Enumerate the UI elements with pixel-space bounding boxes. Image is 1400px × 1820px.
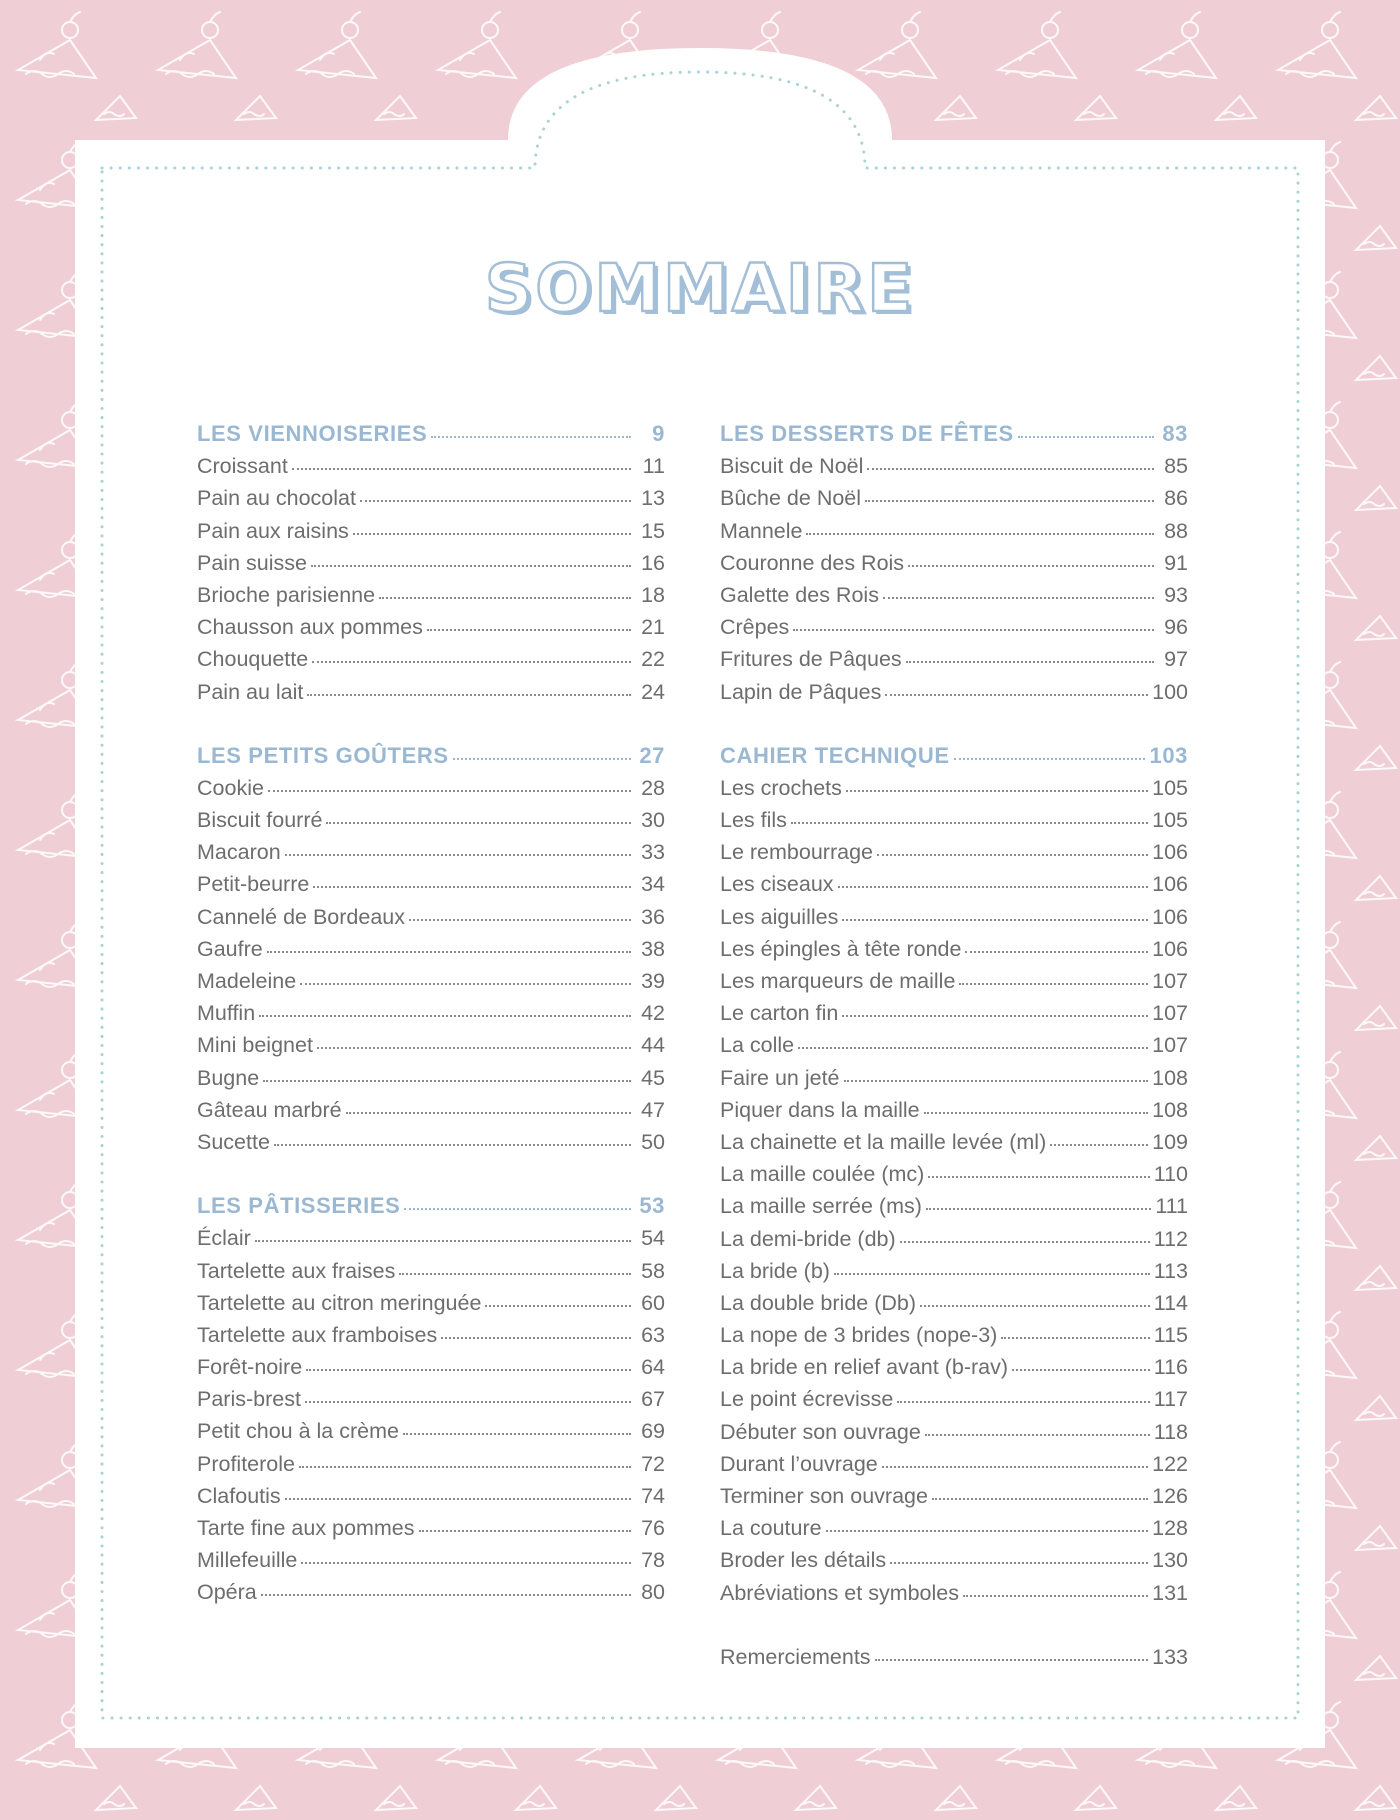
toc-entry[interactable] [197, 450, 665, 482]
entry-title: Remerciements [720, 1644, 871, 1669]
section-gap [720, 1609, 1188, 1641]
toc-entry[interactable] [720, 1158, 1188, 1190]
entry-title: Petit-beurre [197, 872, 310, 897]
entry-title: Macaron [197, 840, 281, 865]
entry-title: Débuter son ouvrage [720, 1419, 921, 1444]
toc-entry[interactable] [720, 1062, 1188, 1094]
dot-leader [793, 628, 1154, 631]
entry-title: Abréviations et symboles [720, 1580, 959, 1605]
section-gap [197, 1158, 665, 1190]
page-number: 110 [1153, 1162, 1188, 1187]
entry-title: Millefeuille [197, 1548, 298, 1573]
entry-title: La demi-bride (db) [720, 1226, 896, 1251]
dot-leader [926, 1207, 1151, 1210]
dot-leader [842, 1014, 1148, 1017]
page-number: 116 [1153, 1355, 1188, 1380]
section-gap [720, 708, 1188, 740]
entry-title: Chouquette [197, 647, 309, 672]
page-number: 53 [639, 1193, 665, 1219]
page-number: 106 [1152, 872, 1188, 897]
entry-title: Le point écrevisse [720, 1387, 894, 1412]
toc-entry[interactable] [197, 933, 665, 965]
page-number: 69 [641, 1419, 665, 1444]
toc-entry[interactable] [720, 965, 1188, 997]
page-title: SOMMAIRE [484, 250, 916, 327]
dot-leader [305, 1400, 631, 1403]
page-number: 63 [641, 1322, 665, 1347]
entry-title: Petit chou à la crème [197, 1419, 399, 1444]
dot-leader [326, 821, 631, 824]
dot-leader [300, 982, 631, 985]
section-title: LES PÂTISSERIES [197, 1193, 401, 1219]
page-number: 27 [639, 742, 665, 768]
page-number: 109 [1152, 1129, 1188, 1154]
toc-entry[interactable] [720, 772, 1188, 804]
page-number: 107 [1152, 1033, 1188, 1058]
page-number: 108 [1152, 1065, 1188, 1090]
entry-title: La colle [720, 1033, 795, 1058]
page-number: 108 [1152, 1097, 1188, 1122]
page-number: 34 [641, 872, 665, 897]
dot-leader [285, 1497, 631, 1500]
page-number: 126 [1152, 1484, 1188, 1508]
toc-entry[interactable] [197, 676, 665, 708]
dot-leader [274, 1143, 631, 1146]
toc-entry[interactable] [720, 1383, 1188, 1415]
dot-leader [882, 1465, 1148, 1468]
toc-entry[interactable] [197, 836, 665, 868]
toc-entry[interactable] [720, 1094, 1188, 1126]
page-number: 72 [641, 1451, 665, 1476]
toc-entry[interactable] [197, 1255, 665, 1287]
entry-title: Les fils [720, 808, 787, 833]
page-number: 86 [1164, 486, 1188, 511]
entry-title: Piquer dans la maille [720, 1097, 920, 1122]
entry-title: Brioche parisienne [197, 582, 376, 607]
toc-entry[interactable] [720, 1448, 1188, 1480]
dot-leader [925, 1433, 1150, 1436]
page-number: 113 [1153, 1258, 1188, 1283]
dot-leader [404, 1207, 631, 1210]
page-number: 36 [641, 904, 665, 929]
dot-leader [806, 532, 1154, 535]
dot-leader [890, 1561, 1148, 1564]
page-number: 106 [1152, 904, 1188, 929]
entry-title: La double bride (Db) [720, 1290, 917, 1315]
page-number: 42 [641, 1001, 665, 1026]
dot-leader [965, 950, 1148, 953]
page-number: 60 [641, 1290, 665, 1315]
page-number: 107 [1152, 1001, 1188, 1026]
dot-leader [441, 1336, 631, 1339]
dot-leader [312, 660, 631, 663]
entry-title: Tartelette aux framboises [197, 1322, 438, 1347]
entry-title: Les marqueurs de maille [720, 969, 956, 993]
entry-title: Bugne [197, 1065, 260, 1090]
dot-leader [1018, 435, 1154, 438]
page-number: 96 [1164, 615, 1188, 640]
toc-section-heading[interactable] [197, 1190, 665, 1222]
entry-title: La couture [720, 1516, 822, 1541]
entry-title: Couronne des Rois [720, 550, 905, 575]
dot-leader [883, 596, 1154, 599]
page-number: 21 [641, 615, 665, 640]
entry-title: La chainette et la maille levée (ml) [720, 1129, 1047, 1154]
entry-title: Mannele [720, 518, 803, 543]
entry-title: Broder les détails [720, 1548, 887, 1573]
dot-leader [311, 564, 631, 567]
entry-title: Faire un jeté [720, 1065, 840, 1090]
entry-title: Crêpes [720, 615, 790, 640]
section-title: LES DESSERTS DE FÊTES [720, 421, 1014, 446]
entry-title: La maille coulée (mc) [720, 1162, 925, 1187]
page-number: 93 [1164, 582, 1188, 607]
dot-leader [353, 532, 631, 535]
toc-left-column [197, 418, 665, 1609]
dot-leader [299, 1465, 631, 1468]
dot-leader [897, 1400, 1149, 1403]
entry-title: Terminer son ouvrage [720, 1484, 928, 1508]
toc-entry[interactable] [197, 482, 665, 514]
dot-leader [306, 1368, 631, 1371]
page-number: 76 [641, 1516, 665, 1540]
entry-title: Les crochets [720, 775, 842, 800]
toc-entry[interactable] [197, 965, 665, 997]
dot-leader [419, 1529, 632, 1532]
dot-leader [838, 885, 1149, 888]
page-number: 91 [1164, 550, 1188, 575]
dot-leader [317, 1046, 631, 1049]
page-number: 33 [641, 840, 665, 865]
dot-leader [865, 499, 1154, 502]
dot-leader [261, 1593, 631, 1596]
toc-entry[interactable] [197, 901, 665, 933]
page-number: 106 [1152, 840, 1188, 865]
page-number: 133 [1152, 1644, 1188, 1669]
dot-leader [928, 1175, 1149, 1178]
page-number: 50 [641, 1129, 665, 1154]
toc-entry[interactable] [197, 1222, 665, 1254]
dot-leader [1001, 1336, 1149, 1339]
entry-title: Gaufre [197, 936, 263, 961]
page-number: 130 [1152, 1548, 1188, 1573]
page-number: 107 [1152, 969, 1188, 993]
page-number: 100 [1152, 679, 1188, 704]
toc-entry[interactable] [720, 997, 1188, 1029]
entry-title: Biscuit fourré [197, 808, 323, 833]
page-number: 105 [1152, 808, 1188, 833]
page-number: 74 [641, 1483, 665, 1508]
page-number: 103 [1149, 742, 1188, 768]
dot-leader [963, 1594, 1148, 1597]
entry-title: Muffin [197, 1001, 256, 1026]
toc-section-heading[interactable] [197, 740, 665, 772]
entry-title: Paris-brest [197, 1387, 301, 1412]
section-gap [197, 708, 665, 740]
page-number: 38 [641, 936, 665, 961]
dot-leader [1050, 1143, 1148, 1146]
section-title: CAHIER TECHNIQUE [720, 742, 950, 768]
toc-entry[interactable] [720, 515, 1188, 547]
page-number: 97 [1164, 647, 1188, 672]
dot-leader [1012, 1368, 1150, 1371]
entry-title: Tarte fine aux pommes [197, 1516, 415, 1540]
entry-title: Biscuit de Noël [720, 454, 864, 479]
toc-entry[interactable] [197, 1383, 665, 1415]
dot-leader [959, 982, 1148, 985]
entry-title: Gâteau marbré [197, 1097, 342, 1122]
page-number: 18 [641, 582, 665, 607]
dot-leader [844, 1079, 1149, 1082]
entry-title: Éclair [197, 1226, 251, 1251]
entry-title: Tartelette au citron meringuée [197, 1290, 482, 1315]
toc-entry[interactable] [197, 611, 665, 643]
toc-entry[interactable] [720, 1126, 1188, 1158]
page-number: 114 [1153, 1290, 1188, 1315]
entry-title: La maille serrée (ms) [720, 1194, 922, 1219]
toc-entry[interactable] [720, 933, 1188, 965]
entry-title: Pain au lait [197, 679, 304, 704]
dot-leader [846, 789, 1148, 792]
toc-entry[interactable] [197, 1576, 665, 1608]
page-number: 115 [1153, 1323, 1188, 1348]
page-number: 112 [1153, 1226, 1188, 1251]
entry-title: Chausson aux pommes [197, 615, 423, 640]
page-number: 117 [1153, 1387, 1188, 1412]
dot-leader [379, 596, 631, 599]
page-number: 16 [641, 550, 665, 575]
toc-entry[interactable] [197, 1126, 665, 1158]
entry-title: La bride en relief avant (b-rav) [720, 1355, 1009, 1380]
page-number: 64 [641, 1355, 665, 1380]
dot-leader [885, 693, 1148, 696]
entry-title: Madeleine [197, 969, 297, 993]
dot-leader [932, 1497, 1148, 1500]
dot-leader [920, 1304, 1150, 1307]
page-number: 88 [1164, 518, 1188, 543]
dot-leader [259, 1014, 631, 1017]
toc-entry[interactable] [720, 1416, 1188, 1448]
toc-entry[interactable] [197, 1480, 665, 1512]
toc-entry[interactable] [720, 579, 1188, 611]
toc-entry[interactable] [720, 1287, 1188, 1319]
entry-title: Profiterole [197, 1451, 295, 1476]
entry-title: Sucette [197, 1129, 270, 1154]
entry-title: Cannelé de Bordeaux [197, 904, 405, 929]
toc-entry[interactable] [197, 997, 665, 1029]
toc-entry[interactable] [720, 547, 1188, 579]
toc-entry[interactable] [720, 1190, 1188, 1222]
dot-leader [403, 1432, 631, 1435]
entry-title: Bûche de Noël [720, 486, 862, 511]
dot-leader [427, 628, 631, 631]
toc-entry[interactable] [197, 1448, 665, 1480]
toc-entry[interactable] [720, 643, 1188, 675]
dot-leader [900, 1240, 1150, 1243]
toc-entry[interactable] [720, 836, 1188, 868]
entry-title: Mini beignet [197, 1033, 313, 1058]
page-number: 22 [641, 647, 665, 672]
page-number: 47 [641, 1097, 665, 1122]
toc-entry[interactable] [720, 1577, 1188, 1609]
toc-entry[interactable] [197, 804, 665, 836]
toc-entry[interactable] [720, 1641, 1188, 1673]
dot-leader [834, 1272, 1150, 1275]
toc-entry[interactable] [720, 611, 1188, 643]
toc-right-column [720, 418, 1188, 1673]
page-number: 105 [1152, 775, 1188, 800]
page-number: 24 [641, 679, 665, 704]
entry-title: Tartelette aux fraises [197, 1258, 396, 1283]
dot-leader [292, 467, 631, 470]
toc-entry[interactable] [197, 1062, 665, 1094]
dot-leader [255, 1239, 631, 1242]
page-number: 15 [641, 518, 665, 543]
dot-leader [409, 918, 631, 921]
dot-leader [842, 918, 1148, 921]
entry-title: Pain au chocolat [197, 486, 356, 511]
dot-leader [307, 693, 631, 696]
entry-title: Cookie [197, 775, 264, 800]
toc-entry[interactable] [720, 1255, 1188, 1287]
toc-entry[interactable] [197, 547, 665, 579]
toc-entry[interactable] [720, 1351, 1188, 1383]
toc-entry[interactable] [197, 1351, 665, 1383]
dot-leader [399, 1272, 631, 1275]
dot-leader [285, 853, 631, 856]
entry-title: Pain aux raisins [197, 518, 349, 543]
page-number: 9 [652, 421, 665, 446]
dot-leader [826, 1529, 1149, 1532]
dot-leader [268, 789, 631, 792]
page-number: 45 [641, 1065, 665, 1090]
dot-leader [313, 885, 631, 888]
entry-title: Le rembourrage [720, 840, 873, 865]
toc-entry[interactable] [197, 1415, 665, 1447]
page-number: 30 [641, 808, 665, 833]
toc-entry[interactable] [197, 1512, 665, 1544]
dot-leader [924, 1111, 1149, 1114]
toc-section-heading[interactable] [720, 418, 1188, 450]
section-title: LES VIENNOISERIES [197, 421, 428, 446]
toc-entry[interactable] [720, 1480, 1188, 1512]
dot-leader [875, 1658, 1149, 1661]
page-number: 39 [641, 969, 665, 993]
dot-leader [798, 1046, 1148, 1049]
dot-leader [360, 499, 631, 502]
toc-entry[interactable] [720, 1512, 1188, 1544]
entry-title: Les épingles à tête ronde [720, 936, 962, 961]
toc-entry[interactable] [720, 482, 1188, 514]
dot-leader [453, 757, 631, 760]
dot-leader [877, 853, 1148, 856]
entry-title: Durant l’ouvrage [720, 1451, 878, 1476]
entry-title: Les ciseaux [720, 872, 834, 897]
toc-entry[interactable] [720, 676, 1188, 708]
dot-leader [263, 1079, 631, 1082]
page-number: 78 [641, 1548, 665, 1573]
toc-entry[interactable] [197, 1544, 665, 1576]
toc-entry[interactable] [197, 579, 665, 611]
entry-title: Opéra [197, 1580, 257, 1605]
entry-title: Le carton fin [720, 1001, 839, 1026]
toc-section-heading[interactable] [720, 740, 1188, 772]
page-number: 128 [1152, 1516, 1188, 1541]
toc-entry[interactable] [720, 901, 1188, 933]
toc-section-heading[interactable] [197, 418, 665, 450]
entry-title: Les aiguilles [720, 904, 839, 929]
dot-leader [267, 950, 631, 953]
entry-title: Clafoutis [197, 1483, 281, 1508]
page-number: 28 [641, 775, 665, 800]
page-number: 11 [642, 454, 665, 479]
page-number: 122 [1152, 1451, 1188, 1476]
toc-entry[interactable] [197, 1319, 665, 1351]
toc-entry[interactable] [197, 1029, 665, 1061]
toc-entry[interactable] [720, 1029, 1188, 1061]
entry-title: Galette des Rois [720, 582, 879, 607]
toc-entry[interactable] [197, 1094, 665, 1126]
toc-entry[interactable] [720, 1319, 1188, 1351]
section-title: LES PETITS GOÛTERS [197, 742, 449, 768]
toc-entry[interactable] [720, 450, 1188, 482]
entry-title: Forêt-noire [197, 1355, 303, 1380]
page-number: 13 [641, 486, 665, 511]
entry-title: La bride (b) [720, 1258, 830, 1283]
dot-leader [908, 564, 1154, 567]
page-number: 54 [641, 1226, 665, 1251]
toc-entry[interactable] [720, 804, 1188, 836]
toc-entry[interactable] [197, 1287, 665, 1319]
toc-entry[interactable] [197, 772, 665, 804]
toc-entry[interactable] [720, 1544, 1188, 1576]
dot-leader [867, 467, 1154, 470]
page-number: 106 [1152, 936, 1188, 961]
toc-entry[interactable] [197, 515, 665, 547]
dot-leader [791, 821, 1148, 824]
page-number: 44 [641, 1033, 665, 1058]
page-number: 67 [641, 1387, 665, 1412]
page-number: 85 [1164, 454, 1188, 479]
page-number: 58 [641, 1258, 665, 1283]
page-number: 111 [1155, 1194, 1188, 1219]
page-number: 131 [1152, 1580, 1188, 1605]
toc-entry[interactable] [197, 643, 665, 675]
dot-leader [431, 435, 631, 438]
toc-entry[interactable] [720, 1223, 1188, 1255]
dot-leader [346, 1111, 631, 1114]
entry-title: La nope de 3 brides (nope-3) [720, 1323, 998, 1348]
entry-title: Fritures de Pâques [720, 647, 902, 672]
dot-leader [954, 757, 1146, 760]
dot-leader [301, 1561, 631, 1564]
page-number: 118 [1153, 1419, 1188, 1444]
entry-title: Pain suisse [197, 550, 307, 575]
entry-title: Croissant [197, 454, 288, 479]
page-number: 83 [1162, 421, 1188, 446]
dot-leader [485, 1304, 631, 1307]
toc-entry[interactable] [720, 868, 1188, 900]
dot-leader [906, 660, 1154, 663]
entry-title: Lapin de Pâques [720, 679, 882, 704]
page-number: 80 [641, 1580, 665, 1605]
toc-entry[interactable] [197, 868, 665, 900]
